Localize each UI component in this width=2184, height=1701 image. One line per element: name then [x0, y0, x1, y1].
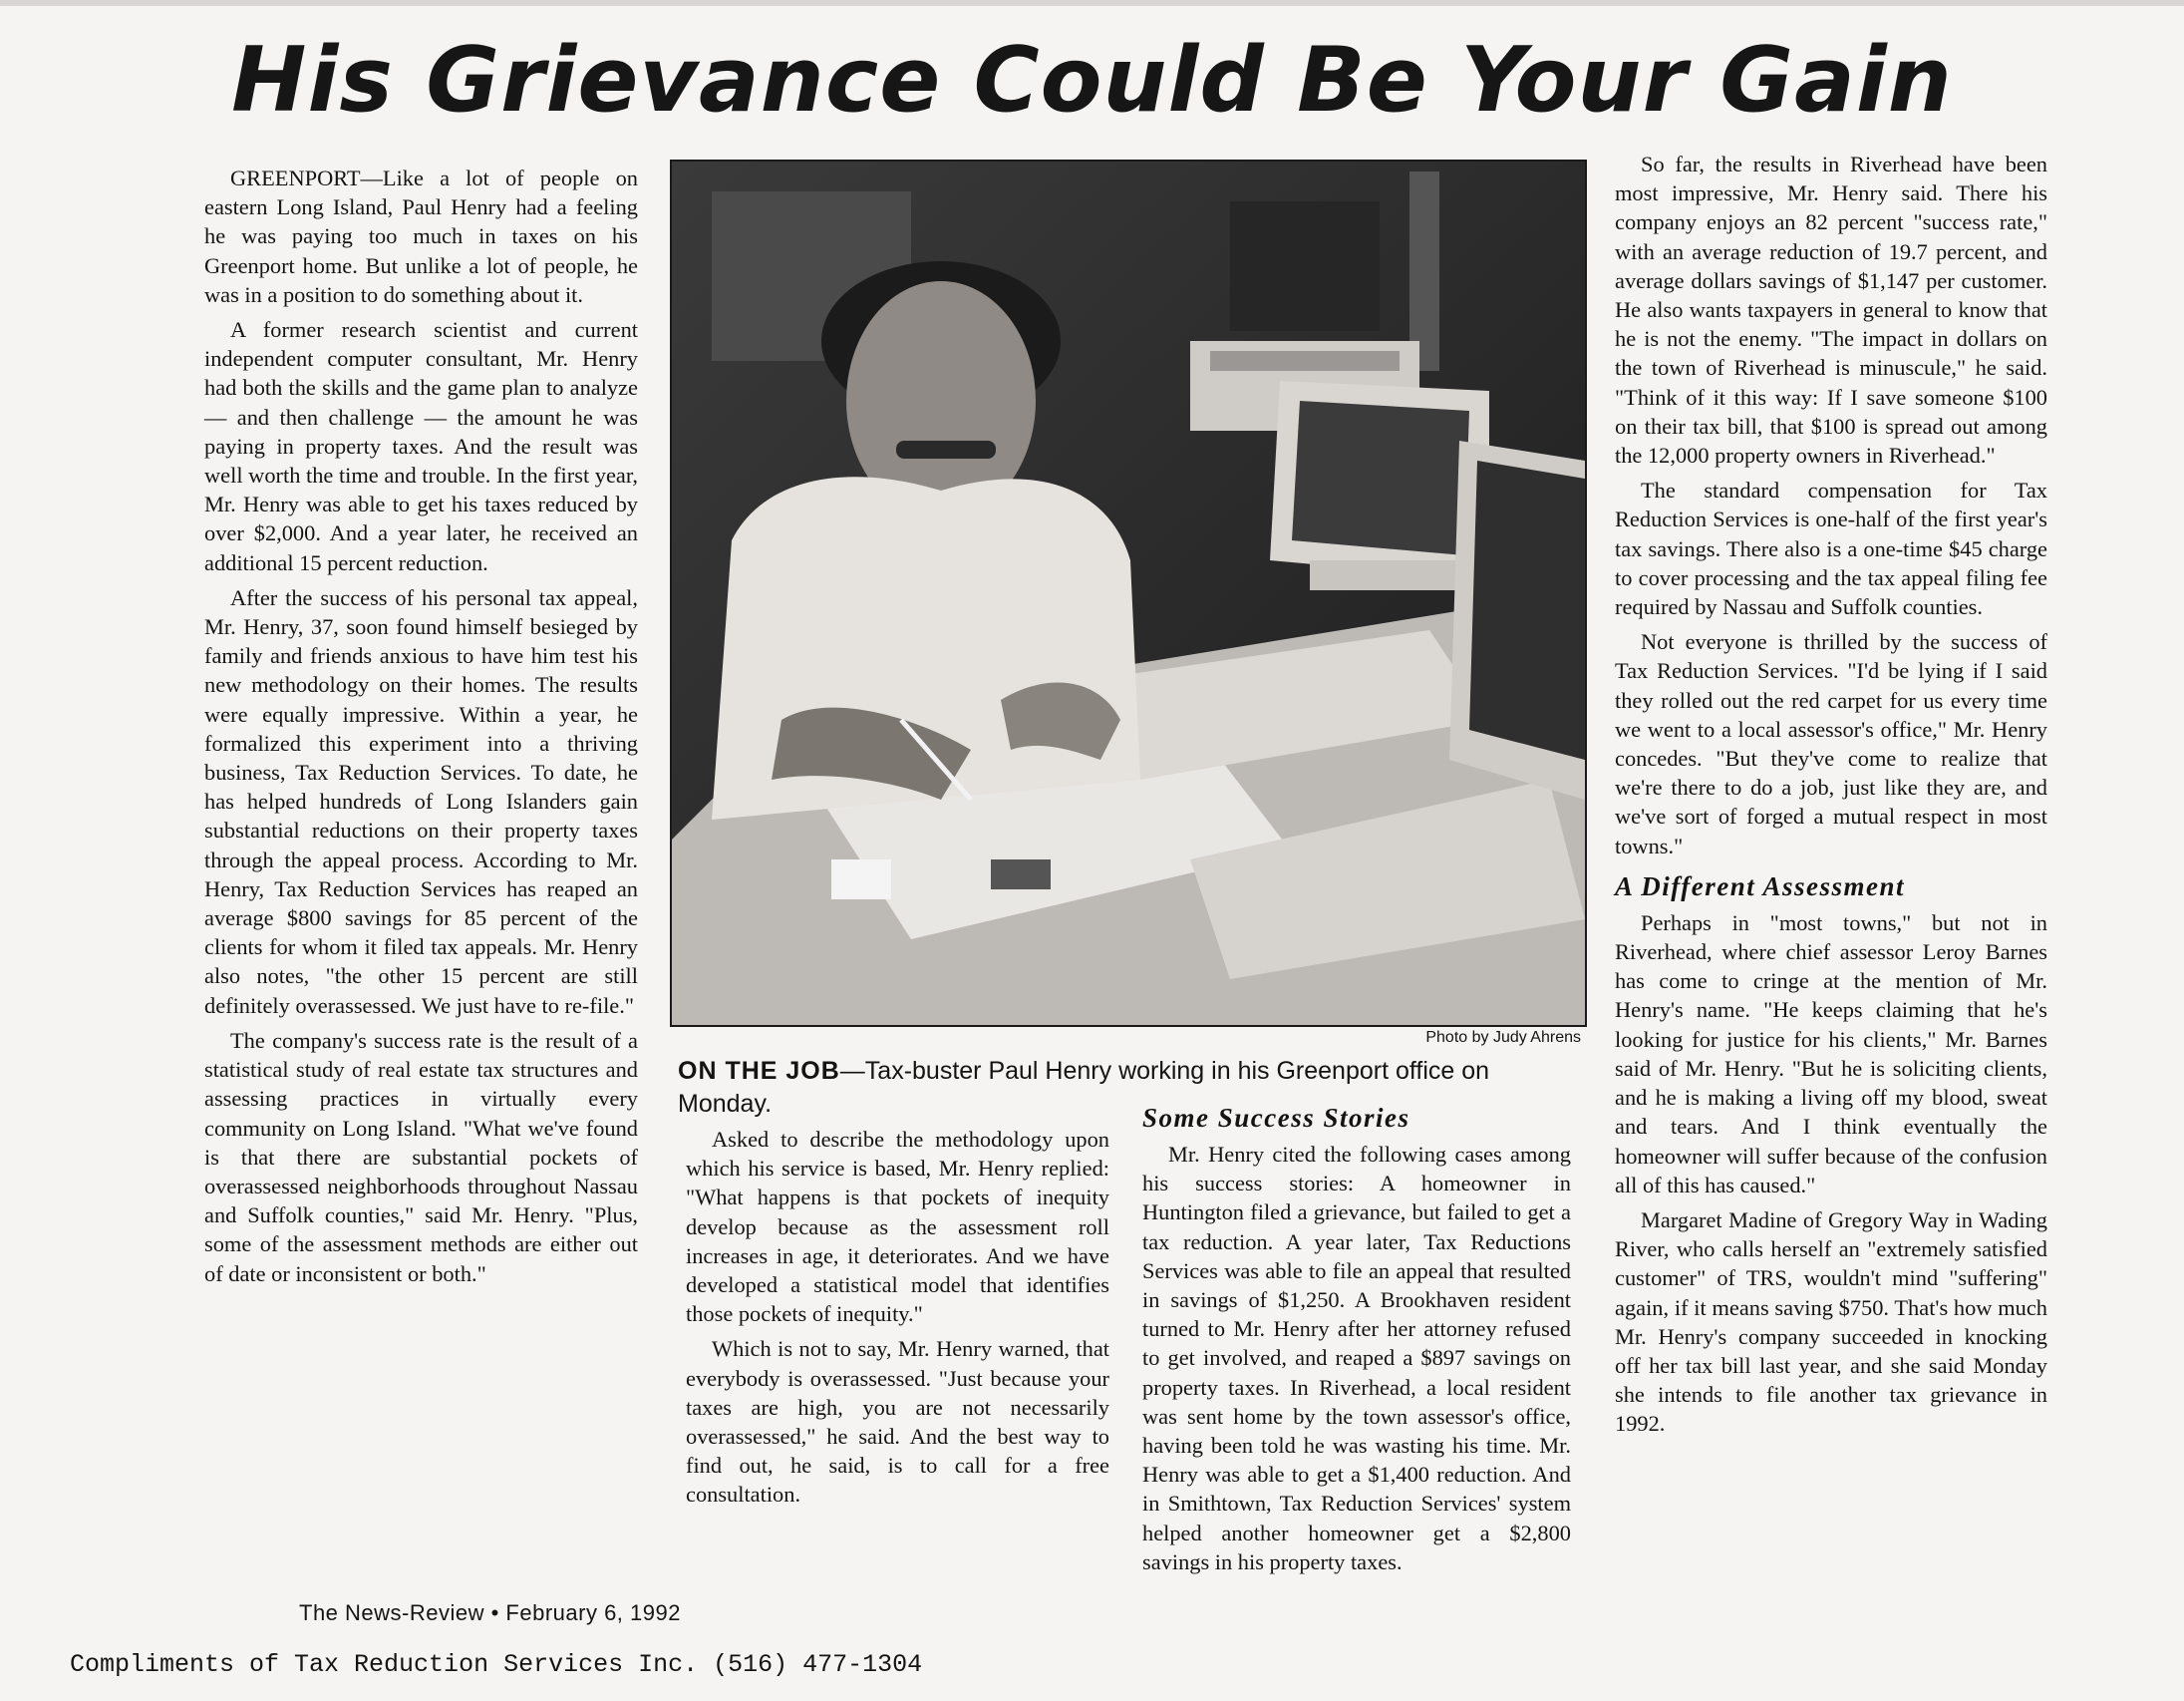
- paragraph: So far, the results in Riverhead have been most impressive, Mr. Henry said. There his company enjoys an 82 percent "success rate," with an average reduction of 19.7 percent, and average dollars savings of $1,147 per customer. He also wants taxpayers in general to know that he is not the enemy. "The impact in dollars on the town of Riverhead is minuscule," he said. "Think of it this way: If I save someone $100 on their tax bill, that $100 is spread out among the 12,000 property owners in Riverhead.": [1615, 152, 2047, 469]
- subhead-different-assessment: A Different Assessment: [1615, 870, 1906, 901]
- paragraph: A former research scientist and current independent computer consultant, Mr. Henry had both the skills and the game plan to analyze — and then challenge — the amount he was paying in property taxes. And the result was well worth the time and trouble. In the first year, Mr. Henry was able to get his taxes reduced by over $2,000. And a year later, he received an additional 15 percent reduction.: [204, 317, 638, 575]
- paragraph: Perhaps in "most towns," but not in Riverhead, where chief assessor Leroy Barnes has come to cringe at the mention of Mr. Henry's name. "He keeps claiming that he's looking for justice for his clients," Mr. Barnes said of Mr. Henry. "But he is soliciting clients, and he is making a living off my blood, sweat and tears. And I think eventually the homeowner will suffer because of the confusion all of this has caused.": [1615, 909, 2047, 1197]
- article-column-1: [204, 164, 638, 1294]
- photo-illustration: [672, 162, 1585, 1025]
- caption-text: —Tax-buster Paul Henry working in his Greenport office on Monday.: [678, 1057, 1490, 1118]
- compliments-line: Compliments of Tax Reduction Services Inc. (516) 477-1304: [70, 1650, 923, 1679]
- paragraph: Asked to describe the methodology upon which his service is based, Mr. Henry replied: "What happens is that pockets of inequity develop because as the assessment roll increases in age, it deteriorates. And we have developed a statistical model that identifies those pockets of inequity.": [686, 1127, 1109, 1327]
- article-column-4: [1615, 150, 2047, 1445]
- page-edge: [0, 0, 2184, 6]
- paragraph: GREENPORT—Like a lot of people on eastern Long Island, Paul Henry had a feeling he was paying too much in taxes on his Greenport home. But unlike a lot of people, he was in a position to do something about it.: [204, 166, 638, 307]
- paragraph: Margaret Madine of Gregory Way in Wading River, who calls herself an "extremely satisfied customer" of TRS, wouldn't mind "suffering" again, if it means saving $750. That's how much Mr. Henry's company succeeded in knocking off her tax bill last year, and she said Monday she intends to file another tax grievance in 1992.: [1615, 1206, 2047, 1437]
- photo-credit: Photo by Judy Ahrens: [1425, 1029, 1581, 1046]
- paragraph: The company's success rate is the result of a statistical study of real estate tax structures and assessing practices in virtually every community on Long Island. "What we've found is that there are substantial pockets of overassessed neighborhoods throughout Nassau and Suffolk counties," said Mr. Henry. "Plus, some of the assessment methods are either out of date or inconsistent or both.": [204, 1027, 638, 1286]
- article-column-3: [1142, 1102, 1571, 1582]
- paragraph: The standard compensation for Tax Reduction Services is one-half of the first year's tax savings. There also is a one-time $45 charge to cover processing and the tax appeal filing fee required by Nassau and Suffolk counties.: [1615, 478, 2047, 620]
- paragraph: Which is not to say, Mr. Henry warned, that everybody is overassessed. "Just because your taxes are high, you are not necessarily overassessed," he said. And the best way to find out, he said, is to call for a free consultation.: [686, 1336, 1109, 1508]
- headline: His Grievance Could Be Your Gain: [231, 28, 1953, 133]
- paragraph: After the success of his personal tax appeal, Mr. Henry, 37, soon found himself besieged by family and friends anxious to have him test his new methodology on their homes. The results were equally impressive. Within a year, he formalized this experiment into a thriving business, Tax Reduction Services. To date, he has helped hundreds of Long Islanders gain substantial reductions on their property taxes through the appeal process. According to Mr. Henry, Tax Reduction Services has reaped an average $800 savings for 85 percent of the clients for whom it filed tax appeals. Mr. Henry also notes, "the other 15 percent are still definitely overassessed. We just have to re-file.": [204, 584, 638, 1018]
- caption-lead: ON THE JOB: [678, 1057, 840, 1085]
- subhead-success-stories: Some Success Stories: [1142, 1103, 1410, 1133]
- article-photo: [670, 160, 1587, 1027]
- paragraph: Mr. Henry cited the following cases among his success stories: A homeowner in Huntington filed a grievance, but failed to get a tax reduction. A year later, Tax Reductions Services was able to file an appeal that resulted in savings of $1,250. A Brookhaven resident turned to Mr. Henry after her attorney refused to get involved, and reaped a $897 savings on property taxes. In Riverhead, a local resident was sent home by the town assessor's office, having been told he was wasting his time. Mr. Henry was able to get a $1,400 reduction. And in Smithtown, Tax Reduction Services' system helped another homeowner get a $2,800 savings in his property taxes.: [1142, 1142, 1571, 1574]
- paragraph: Not everyone is thrilled by the success of Tax Reduction Services. "I'd be lying if I said they rolled out the red carpet for us every time we went to a local assessor's office," Mr. Henry concedes. "But they've come to realize that we're there to do a job, just like they are, and we've sort of forged a mutual respect in most towns.": [1615, 629, 2047, 858]
- article-column-2: [686, 1125, 1109, 1516]
- publication-line: The News-Review • February 6, 1992: [299, 1600, 681, 1625]
